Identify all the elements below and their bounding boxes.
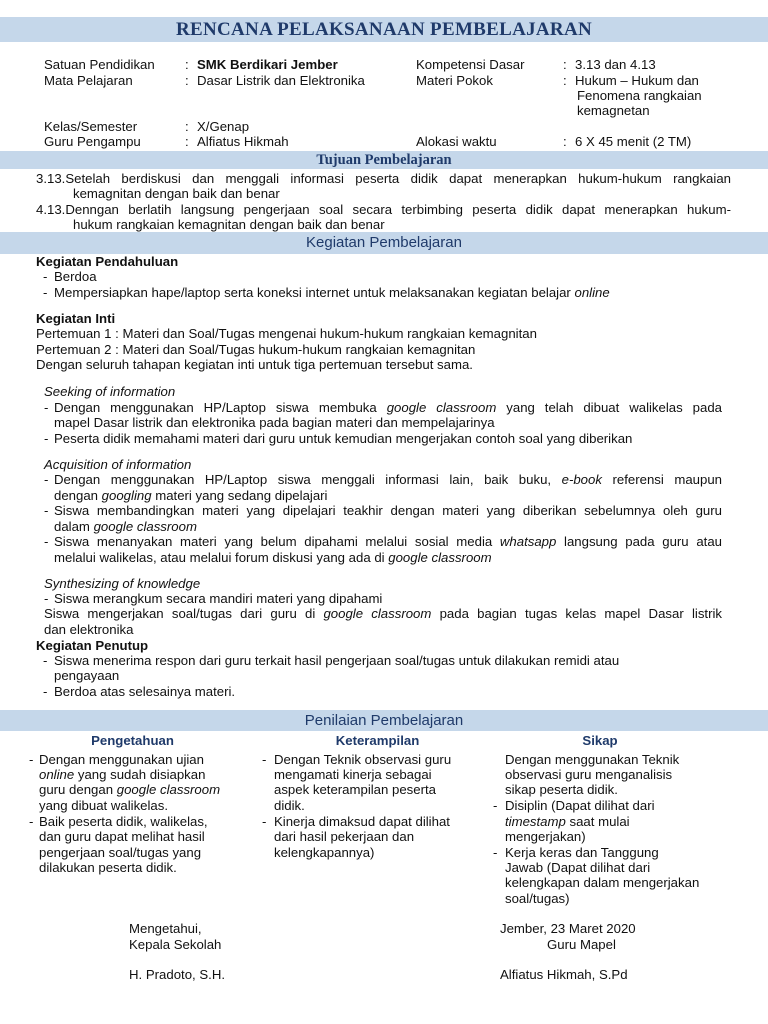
col-item: Dengan menggunakan ujian [39,752,204,767]
col-item: Kerja keras dan Tanggung [505,845,659,860]
col-keterampilan-title: Keterampilan [335,733,420,748]
bullet-dash: - [493,798,498,813]
col-item: dan guru dapat melihat hasil [39,829,205,844]
tujuan-header: Tujuan Pembelajaran [0,151,768,169]
col-item: didik. [274,798,305,813]
col-item: Jawab (Dapat dilihat dari [505,860,651,875]
kegiatan-header: Kegiatan Pembelajaran [0,232,768,254]
satuan-label: Satuan Pendidikan [44,57,155,72]
signature-right-name: Alfiatus Hikmah, S.Pd [500,967,628,982]
bullet-dash: - [43,269,48,284]
mapel-label: Mata Pelajaran [44,73,133,88]
tujuan-item: hukum rangkaian kemagnitan dengan baik dan benar [73,217,385,232]
col-item: Disiplin (Dapat dilihat dari [505,798,655,813]
tujuan-item: 4.13.Denngan berlatih langsung pengerjaan soal secara terbimbing peserta didik dapat menerapkan hukum- [36,202,731,217]
kelas-label: Kelas/Semester [44,119,138,134]
colon: : [185,119,189,134]
colon: : [563,57,567,72]
col-item: yang dibuat walikelas. [39,798,169,813]
pendahuluan-title: Kegiatan Pendahuluan [36,254,179,269]
list-item: Siswa merangkum secara mandiri materi yang dipahami [54,591,383,606]
penilaian-header: Penilaian Pembelajaran [0,710,768,731]
list-item: Peserta didik memahami materi dari guru untuk kemudian mengerjakan contoh soal yang diberikan [54,431,633,446]
signature-left-line: Mengetahui, [129,921,202,936]
bullet-dash: - [44,534,49,549]
bullet-dash: - [43,653,48,668]
kelas-value: X/Genap [197,119,250,134]
bullet-dash: - [43,684,48,699]
col-item: dilakukan peserta didik. [39,860,177,875]
col-item: aspek keterampilan peserta [274,782,437,797]
satuan-value: SMK Berdikari Jember [197,57,338,72]
col-item: mengamati kinerja sebagai [274,767,432,782]
list-item: Dengan menggunakan HP/Laptop siswa membuka google classroom yang telah dibuat walikelas pada [54,400,722,415]
colon: : [185,57,189,72]
page-title: RENCANA PELAKSANAAN PEMBELAJARAN [0,17,768,42]
penutup-title: Kegiatan Penutup [36,638,149,653]
list-item: Berdoa atas selesainya materi. [54,684,236,699]
col-item: sikap peserta didik. [505,782,618,797]
mapel-value: Dasar Listrik dan Elektronika [197,73,365,88]
list-item: mapel Dasar listrik dan elektronika pada bagian materi dan mempelajarinya [54,415,495,430]
list-item: Siswa menanyakan materi yang belum dipahami melalui sosial media whatsapp langsung pada guru atau [54,534,722,549]
bullet-dash: - [44,400,49,415]
kd-label: Kompetensi Dasar [416,57,525,72]
bullet-dash: - [262,814,267,829]
col-item: timestamp saat mulai [505,814,630,829]
col-item: mengerjakan) [505,829,586,844]
bullet-dash: - [43,285,48,300]
col-pengetahuan-title: Pengetahuan [91,733,174,748]
alokasi-label: Alokasi waktu [416,134,497,149]
colon: : [185,73,189,88]
alokasi-value: 6 X 45 menit (2 TM) [575,134,692,149]
bullet-dash: - [44,503,49,518]
list-item: dengan googling materi yang sedang dipelajari [54,488,328,503]
list-item: pengayaan [54,668,120,683]
list-item: Dengan menggunakan HP/Laptop siswa menggali informasi lain, baik buku, e-book referensi maupun [54,472,723,487]
colon: : [563,134,567,149]
col-item: kelengkapan dalam mengerjakan [505,875,700,890]
bullet-dash: - [44,431,49,446]
col-item: observasi guru menganalisis [505,767,673,782]
guru-label: Guru Pengampu [44,134,141,149]
col-item: Dengan menggunakan Teknik [505,752,680,767]
col-item: Dengan Teknik observasi guru [274,752,452,767]
col-sikap-title: Sikap [582,733,618,748]
materi-value: kemagnetan [577,103,650,118]
list-item: Siswa menerima respon dari guru terkait hasil pengerjaan soal/tugas untuk dilakukan remidi atau [54,653,620,668]
synthesizing-title: Synthesizing of knowledge [44,576,201,591]
col-item: kelengkapannya) [274,845,375,860]
guru-value: Alfiatus Hikmah [197,134,289,149]
tujuan-item: 3.13.Setelah berdiskusi dan menggali informasi peserta didik dapat menerapkan hukum-hukum rangkaian [36,171,731,186]
list-item: melalui walikelas, atau melalui forum diskusi yang ada di google classroom [54,550,492,565]
inti-title: Kegiatan Inti [36,311,116,326]
col-item: pengerjaan soal/tugas yang [39,845,202,860]
kd-value: 3.13 dan 4.13 [575,57,656,72]
synthesizing-text: Siswa mengerjakan soal/tugas dari guru di google classroom pada bagian tugas kelas mapel Dasar listrik [44,606,722,621]
signature-right-role: Guru Mapel [547,937,616,952]
bullet-dash: - [262,752,267,767]
col-item: Kinerja dimaksud dapat dilihat [274,814,450,829]
materi-label: Materi Pokok [416,73,493,88]
materi-value: Hukum – Hukum dan [575,73,699,88]
colon: : [563,73,567,88]
list-item: Siswa membandingkan materi yang dipelajari teakhir dengan materi yang diberikan sebelumnya oleh guru [54,503,722,518]
bullet-dash: - [29,814,34,829]
col-item: dari hasil pekerjaan dan [274,829,415,844]
bullet-dash: - [44,472,49,487]
col-item: guru dengan google classroom [39,782,221,797]
list-item: dalam google classroom [54,519,197,534]
inti-line: Pertemuan 1 : Materi dan Soal/Tugas mengenai hukum-hukum rangkaian kemagnitan [36,326,537,341]
list-item: Mempersiapkan hape/laptop serta koneksi internet untuk melaksanakan kegiatan belajar online [54,285,610,300]
col-item: Baik peserta didik, walikelas, [39,814,208,829]
list-item: Berdoa [54,269,97,284]
col-item: soal/tugas) [505,891,570,906]
materi-value: Fenomena rangkaian [577,88,702,103]
signature-left-role: Kepala Sekolah [129,937,222,952]
signature-right-date: Jember, 23 Maret 2020 [500,921,636,936]
signature-left-name: H. Pradoto, S.H. [129,967,226,982]
colon: : [185,134,189,149]
seeking-title: Seeking of information [44,384,176,399]
inti-line: Pertemuan 2 : Materi dan Soal/Tugas hukum-hukum rangkaian kemagnitan [36,342,476,357]
bullet-dash: - [44,591,49,606]
synthesizing-text: dan elektronika [44,622,134,637]
bullet-dash: - [493,845,498,860]
inti-line: Dengan seluruh tahapan kegiatan inti untuk tiga pertemuan tersebut sama. [36,357,473,372]
acquisition-title: Acquisition of information [44,457,192,472]
tujuan-item: kemagnitan dengan baik dan benar [73,186,280,201]
bullet-dash: - [29,752,34,767]
col-item: online yang sudah disiapkan [39,767,206,782]
